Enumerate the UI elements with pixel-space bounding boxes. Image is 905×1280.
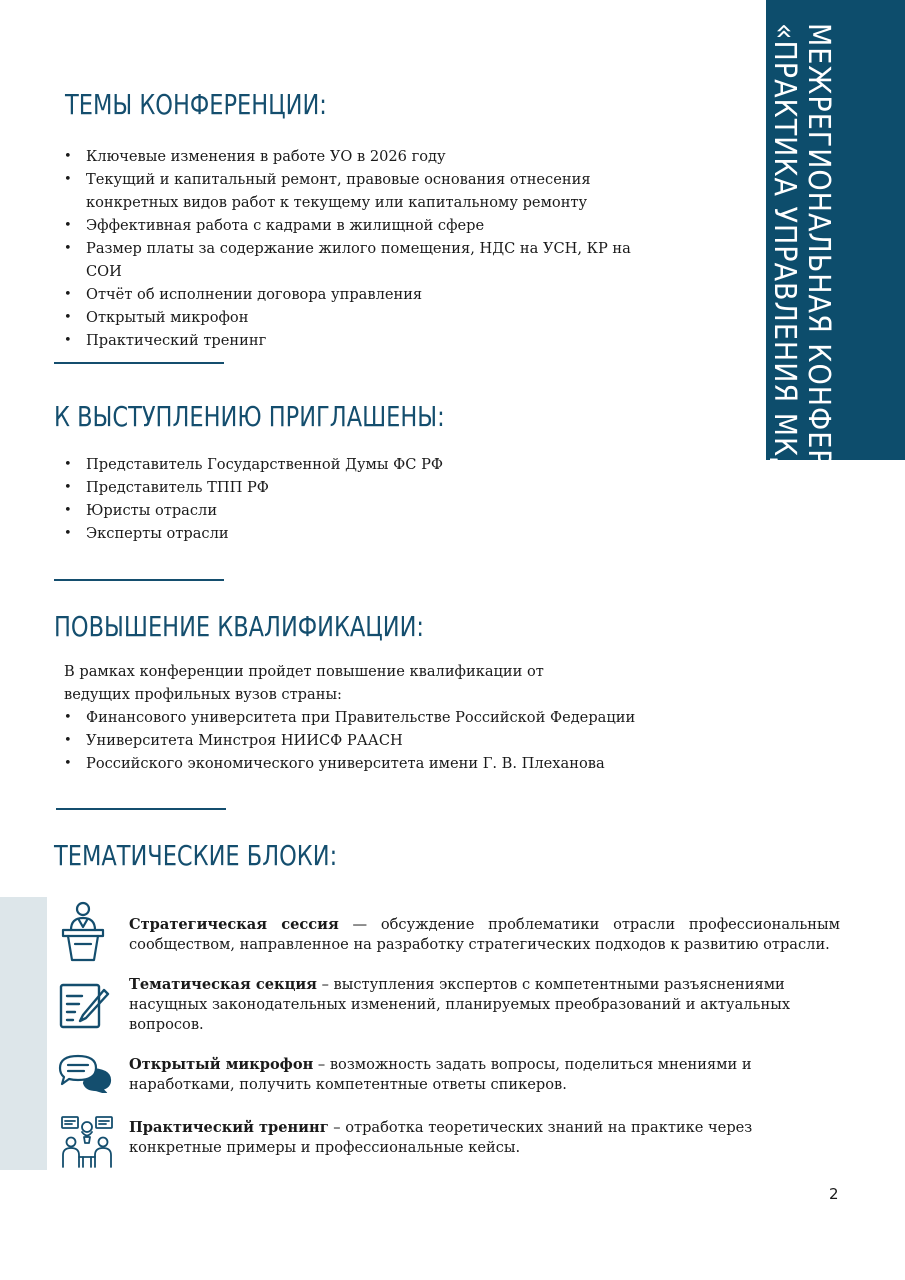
chat-bubbles-icon bbox=[58, 1053, 112, 1093]
banner-line-2: «ПРАКТИКА УПРАВЛЕНИЯ МКД» bbox=[767, 23, 802, 497]
side-strip bbox=[0, 897, 47, 1170]
qualification-heading: ПОВЫШЕНИЕ КВАЛИФИКАЦИИ: bbox=[54, 610, 424, 643]
block-thematic-section bbox=[129, 975, 840, 1035]
block-text: — обсуждение проблематики отрасли профессиональным сообществом, направленное на разработку стратегических подходов к развитию отрасли. bbox=[129, 916, 840, 953]
topics-heading: ТЕМЫ КОНФЕРЕНЦИИ: bbox=[65, 88, 327, 121]
list-item: • Представитель ТПП РФ bbox=[64, 476, 664, 499]
list-item: • Представитель Государственной Думы ФС РФ bbox=[64, 453, 664, 476]
list-item: • Эксперты отрасли bbox=[64, 522, 664, 545]
block-title: Практический тренинг bbox=[129, 1119, 329, 1136]
list-item: • Практический тренинг bbox=[64, 329, 664, 352]
divider bbox=[54, 362, 224, 364]
list-item: • Эффективная работа с кадрами в жилищной сфере bbox=[64, 214, 664, 237]
block-practical-training bbox=[129, 1118, 840, 1158]
speaker-podium-icon bbox=[58, 900, 108, 962]
qualification-list bbox=[64, 706, 704, 775]
block-title: Стратегическая сессия bbox=[129, 916, 339, 933]
blocks-heading: ТЕМАТИЧЕСКИЕ БЛОКИ: bbox=[54, 839, 338, 872]
list-item: • Открытый микрофон bbox=[64, 306, 664, 329]
qualification-intro: В рамках конференции пройдет повышение квалификации от ведущих профильных вузов страны: bbox=[64, 663, 544, 703]
list-item: • Университета Минстроя НИИСФ РААСН bbox=[64, 729, 704, 752]
list-item: • Отчёт об исполнении договора управления bbox=[64, 283, 664, 306]
list-item: • Текущий и капитальный ремонт, правовые основания отнесения конкретных видов работ к текущему или капитальному ремонту bbox=[64, 168, 664, 214]
block-text: – выступления экспертов с компетентными разъяснениями насущных законодательных изменений, планируемых преобразований и актуальных вопросов. bbox=[129, 976, 791, 1033]
training-group-icon bbox=[60, 1115, 114, 1169]
block-open-microphone bbox=[129, 1055, 840, 1095]
divider bbox=[54, 579, 224, 581]
block-text: – отработка теоретических знаний на практике через конкретные примеры и профессиональные кейсы. bbox=[129, 1119, 753, 1156]
speakers-heading: К ВЫСТУПЛЕНИЮ ПРИГЛАШЕНЫ: bbox=[54, 400, 445, 433]
page-number: 2 bbox=[829, 1185, 839, 1203]
document-pen-icon bbox=[58, 982, 110, 1030]
topics-list bbox=[64, 145, 664, 352]
list-item: • Финансового университета при Правительстве Российской Федерации bbox=[64, 706, 704, 729]
block-strategic-session bbox=[129, 915, 840, 955]
banner-line-1: МЕЖРЕГИОНАЛЬНАЯ КОНФЕРЕНЦИЯ bbox=[801, 23, 836, 569]
block-title: Тематическая секция bbox=[129, 976, 317, 993]
block-title: Открытый микрофон bbox=[129, 1056, 314, 1073]
banner-title bbox=[767, 23, 836, 569]
list-item: • Юристы отрасли bbox=[64, 499, 664, 522]
speakers-list bbox=[64, 453, 664, 545]
list-item: • Российского экономического университета имени Г. В. Плеханова bbox=[64, 752, 704, 775]
list-item: • Ключевые изменения в работе УО в 2026 году bbox=[64, 145, 664, 168]
block-text: – возможность задать вопросы, поделиться мнениями и наработками, получить компетентные ответы спикеров. bbox=[129, 1056, 752, 1093]
divider bbox=[56, 808, 226, 810]
list-item: • Размер платы за содержание жилого помещения, НДС на УСН, КР на СОИ bbox=[64, 237, 664, 283]
